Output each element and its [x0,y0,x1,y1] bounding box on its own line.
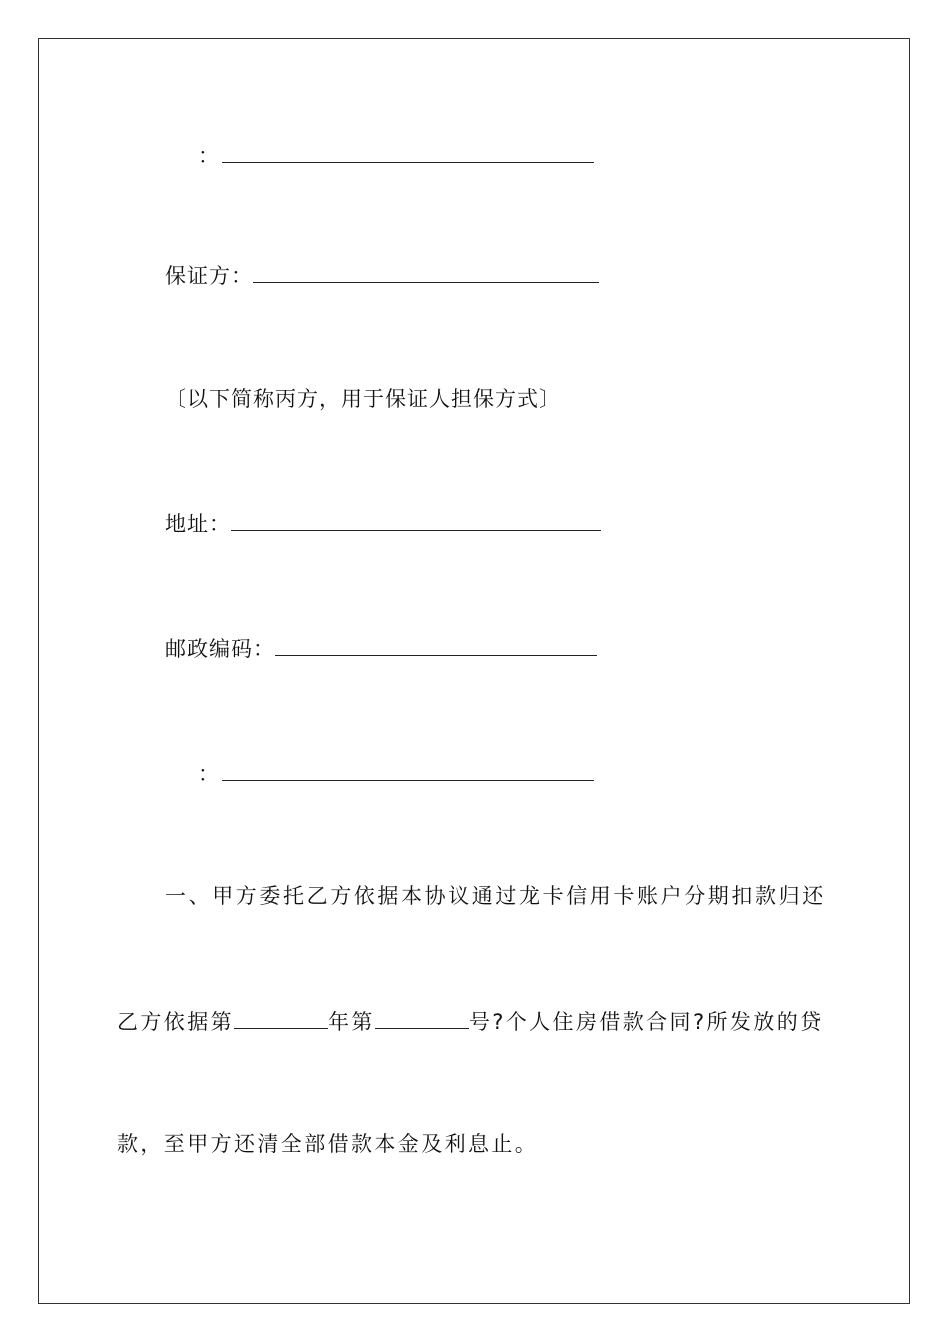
form-row-blank-1 [198,142,594,170]
form-row-blank-1-label: ： [198,144,220,168]
postal-code-label: 邮政编码： [165,637,275,661]
postal-code-field[interactable] [275,635,597,656]
contract-number-field[interactable] [375,1008,469,1029]
form-row-postal-code [165,635,597,663]
clause-1-line-2-part-3: 号?个人住房借款合同?所发放的贷 [468,1010,824,1034]
guarantor-field[interactable] [253,262,599,283]
clause-1-line-1: 一、甲方委托乙方依据本协议通过龙卡信用卡账户分期扣款归还 [165,884,826,908]
form-row-address [165,510,601,538]
form-row-guarantor [165,262,599,290]
guarantor-note: 〔以下简称丙方，用于保证人担保方式〕 [165,387,561,411]
clause-1-line-3: 款，至甲方还清全部借款本金及利息止。 [117,1132,539,1156]
clause-1-line-2 [117,1008,824,1036]
address-field[interactable] [231,510,601,531]
page-border [38,38,910,1304]
address-label: 地址： [165,512,231,536]
form-row-blank-2 [198,760,594,788]
clause-1-line-2-part-2: 年第 [328,1010,375,1034]
clause-1-line-2-part-1: 乙方依据第 [117,1010,234,1034]
contract-year-field[interactable] [234,1008,328,1029]
form-row-blank-2-field[interactable] [222,760,594,781]
form-row-blank-2-label: ： [198,762,220,786]
form-row-blank-1-field[interactable] [222,142,594,163]
guarantor-label: 保证方： [165,264,253,288]
